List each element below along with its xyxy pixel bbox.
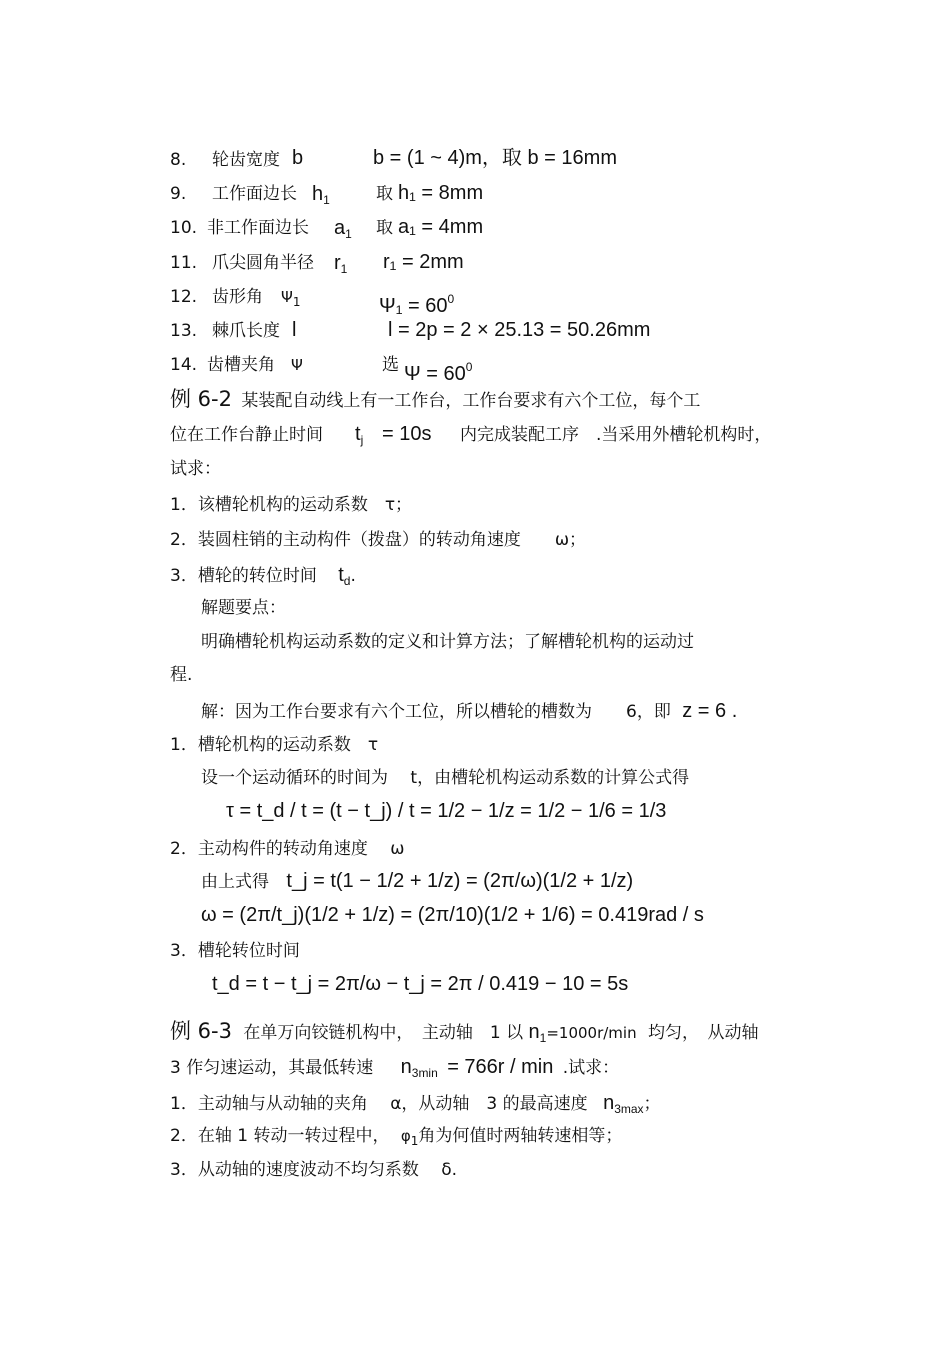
step-3-title: 3．槽轮转位时间 [170, 941, 300, 961]
item-value: h₁ = 8mm [398, 182, 484, 204]
item-symbol: $a_1$ [334, 217, 352, 241]
item-number: 9. [170, 184, 187, 204]
item-value: r₁ = 2mm [383, 251, 464, 273]
equation-text: τ = t_d / t = (t − t_j) / t = 1/2 − 1/z = 1/2 − 1/6 = 1/3 [226, 800, 667, 822]
item-number: 8. [170, 150, 187, 170]
item-value: l = 2p = 2 × 25.13 = 50.26mm [388, 319, 651, 341]
item-number: 12. [170, 287, 198, 307]
question-2: 2．装圆柱销的主动构件（拨盘）的转动角速度 ω； [170, 530, 587, 550]
example-6-3-intro [170, 1019, 759, 1050]
item-label: 轮齿宽度 [212, 150, 280, 170]
solution-text: 解：因为工作台要求有六个工位，所以槽轮的槽数为 6，即 [201, 702, 671, 722]
n1-symbol: $n_1$ [528, 1021, 547, 1045]
item-label: 齿形角 [212, 287, 263, 307]
item-value-prefix: 取 [376, 184, 393, 204]
step-2-title: 2．主动构件的转动角速度 ω [170, 839, 405, 859]
item-label: 工作面边长 [212, 184, 297, 204]
td-symbol: $t_d$ [338, 564, 351, 588]
paragraph-text: 在单万向铰链机构中， 主动轴 1 以 [243, 1023, 524, 1043]
item-value-prefix: 取 [376, 218, 393, 238]
item-symbol: Ψ [291, 356, 303, 374]
time-value: = 10s [382, 423, 432, 445]
step-1-title: 1．槽轮机构的运动系数 τ [170, 735, 379, 755]
item-label: 齿槽夹角 [207, 355, 275, 375]
item-symbol: $h_1$ [312, 183, 330, 207]
item-symbol: l [292, 319, 297, 341]
paragraph-text: 某装配自动线上有一工作台，工作台要求有六个工位，每个工 [241, 391, 701, 411]
paragraph-text: .试求： [562, 1058, 620, 1078]
example-6-2-intro [170, 387, 700, 413]
equation-text: ω = (2π/t_j)(1/2 + 1/z) = (2π/10)(1/2 + 1/6) = 0.419rad / s [201, 904, 704, 926]
item-value: b = (1 ~ 4)m，取 b = 16mm [373, 147, 617, 169]
phi1-symbol: $\varphi_1$ [400, 1127, 419, 1148]
example-6-2-line2 [170, 423, 772, 447]
step-2-derivation [201, 869, 633, 894]
period: . [350, 566, 356, 586]
paragraph-text: 均匀， 从动轴 [648, 1023, 759, 1043]
step-1-text: 设一个运动循环的时间为 t，由槽轮机构运动系数的计算公式得 [201, 768, 690, 788]
question-text: 角为何值时两轴转速相等； [418, 1126, 623, 1146]
example-title: 例 6-2 [170, 387, 232, 411]
item-value: a₁ = 4mm [398, 216, 484, 238]
item-label: 爪尖圆角半径 [212, 253, 314, 273]
item-value: $\Psi = 60^0$ [404, 360, 473, 385]
time-symbol: $t_j$ [355, 423, 364, 447]
solution-equation: z = 6 . [682, 700, 738, 722]
paragraph-text: 3 作匀速运动，其最低转速 [170, 1058, 374, 1078]
equation-text: t_d = t − t_j = 2π/ω − t_j = 2π / 0.419 − 10 = 5s [212, 973, 629, 995]
paragraph-text: 位在工作台静止时间 [170, 425, 323, 445]
item-number: 14. [170, 355, 198, 375]
equation-td [212, 972, 628, 996]
item-label: 非工作面边长 [207, 218, 309, 238]
item-value: $\Psi_1 = 60^0$ [379, 292, 455, 317]
question-text: 3．槽轮的转位时间 [170, 566, 317, 586]
item-symbol: $r_1$ [334, 252, 348, 276]
key-points-text: 明确槽轮机构运动系数的定义和计算方法；了解槽轮机构的运动过 [201, 632, 694, 652]
item-value-prefix: 选 [382, 355, 399, 375]
n3min-symbol: $n_{3min}$ [400, 1056, 438, 1080]
key-points-title: 解题要点： [201, 598, 286, 618]
item-symbol: b [292, 147, 304, 169]
example-title: 例 6-3 [170, 1019, 232, 1043]
question-text: 2．在轴 1 转动一转过程中， [170, 1126, 390, 1146]
n3max-symbol: $n_{3max}$ [603, 1092, 644, 1116]
example-6-3-line2 [170, 1055, 619, 1085]
n1-value: =1000r/min [546, 1024, 637, 1042]
question-2 [170, 1124, 622, 1153]
item-symbol: $\Psi_1$ [281, 288, 301, 309]
question-text: 1．主动轴与从动轴的夹角 α，从动轴 3 的最高速度 [170, 1094, 588, 1114]
question-1: 1．该槽轮机构的运动系数 τ； [170, 495, 413, 515]
item-number: 11. [170, 253, 198, 273]
item-number: 13. [170, 321, 198, 341]
n3min-value: = 766r / min [447, 1056, 554, 1078]
equation-omega [201, 903, 704, 927]
item-number: 10. [170, 218, 198, 238]
key-points-text-cont: 程. [170, 665, 193, 685]
paragraph-text: 试求： [170, 459, 221, 479]
equation-tau [226, 799, 666, 823]
derivation-text: 由上式得 [201, 872, 269, 892]
punctuation: ； [643, 1094, 661, 1114]
paragraph-text: 内完成装配工序 .当采用外槽轮机构时， [460, 425, 772, 445]
item-label: 棘爪长度 [212, 321, 280, 341]
question-3 [170, 563, 356, 593]
solution-intro [201, 699, 737, 724]
question-1 [170, 1091, 661, 1121]
question-3: 3．从动轴的速度波动不均匀系数 δ. [170, 1160, 458, 1180]
equation-tj: t_j = t(1 − 1/2 + 1/z) = (2π/ω)(1/2 + 1/z) [286, 870, 634, 892]
